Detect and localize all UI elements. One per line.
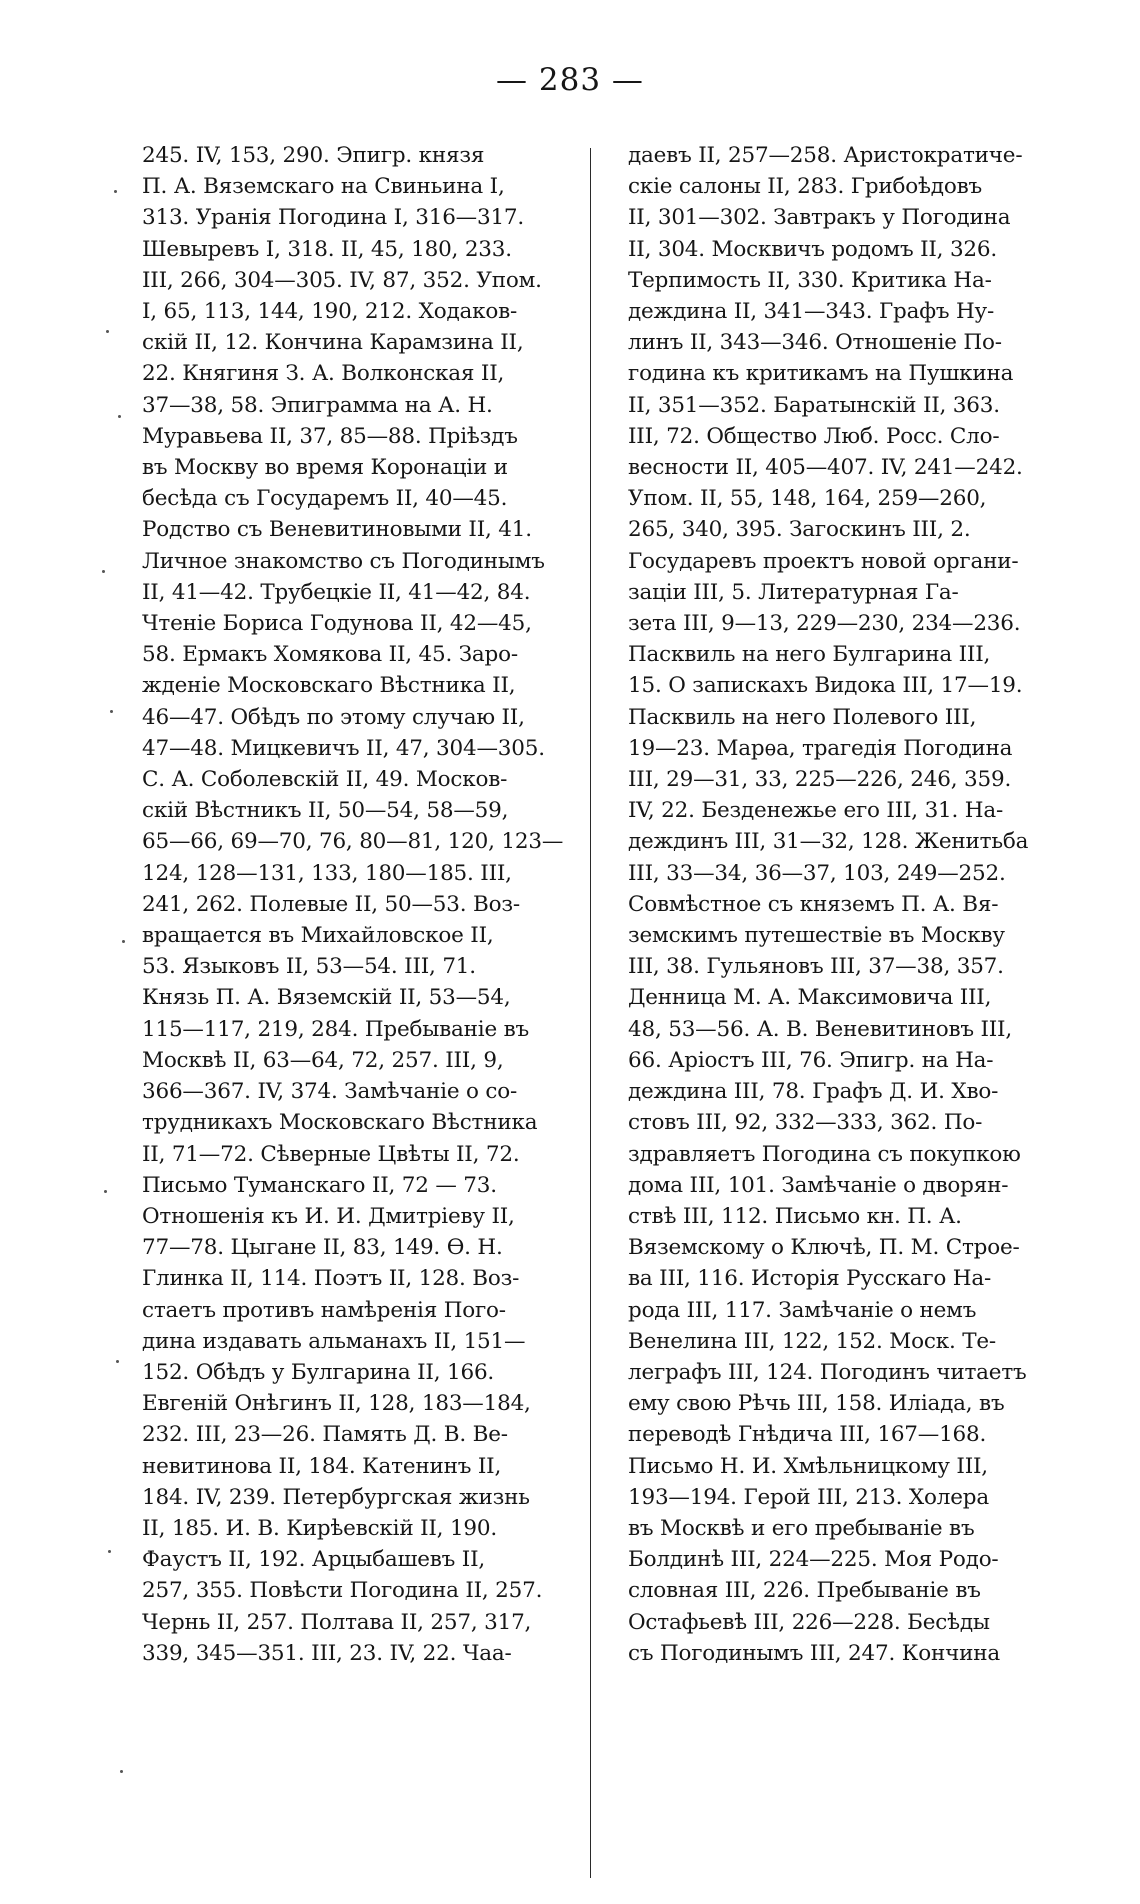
- index-line: Совмѣстное съ княземъ П. А. Вя-: [628, 891, 999, 917]
- index-line: словная III, 226. Пребываніе въ: [628, 1578, 981, 1604]
- index-line: Шевыревъ I, 318. II, 45, 180, 233.: [142, 236, 512, 262]
- index-line: деждина III, 78. Графъ Д. И. Хво-: [628, 1079, 999, 1105]
- index-line: весности II, 405—407. IV, 241—242.: [628, 455, 1023, 481]
- index-line: Вяземскому о Ключѣ, П. М. Строе-: [628, 1235, 1020, 1261]
- index-line: Письмо Н. И. Хмѣльницкому III,: [628, 1453, 988, 1479]
- index-line: Родство съ Веневитиновыми II, 41.: [142, 517, 532, 543]
- index-line: переводѣ Гнѣдича III, 167—168.: [628, 1422, 987, 1448]
- index-line: Остафьевѣ III, 226—228. Бесѣды: [628, 1609, 990, 1635]
- index-line: С. А. Соболевскій II, 49. Москов-: [142, 767, 508, 793]
- index-line: съ Погодинымъ III, 247. Кончина: [628, 1640, 1000, 1666]
- index-line: Глинка II, 114. Поэтъ II, 128. Воз-: [142, 1266, 520, 1292]
- index-line: Евгеній Онѣгинъ II, 128, 183—184,: [142, 1391, 531, 1417]
- index-line: Личное знакомство съ Погодинымъ: [142, 548, 545, 574]
- index-line: Венелина III, 122, 152. Моск. Те-: [628, 1328, 996, 1354]
- index-line: 65—66, 69—70, 76, 80—81, 120, 123—: [142, 829, 564, 855]
- index-line: 15. О запискахъ Видока III, 17—19.: [628, 673, 1023, 699]
- index-line: 22. Княгиня З. А. Волконская II,: [142, 361, 505, 387]
- index-line: въ Москву во время Коронаціи и: [142, 455, 508, 481]
- index-line: Муравьева II, 37, 85—88. Пріѣздъ: [142, 423, 518, 449]
- index-line: Государевъ проектъ новой органи-: [628, 548, 1019, 574]
- index-line: 245. IV, 153, 290. Эпигр. князя: [142, 143, 485, 168]
- page-number: — 283 —: [496, 62, 644, 98]
- index-line: 257, 355. Повѣсти Погодина II, 257.: [142, 1578, 543, 1604]
- index-line: скіе салоны II, 283. Грибоѣдовъ: [628, 174, 982, 200]
- index-line: 19—23. Марѳа, трагедія Погодина: [628, 735, 1013, 761]
- index-line: 58. Ермакъ Хомякова II, 45. Заро-: [142, 642, 518, 668]
- index-line: II, 304. Москвичъ родомъ II, 326.: [628, 236, 998, 262]
- index-line: Болдинѣ III, 224—225. Моя Родо-: [628, 1547, 999, 1573]
- index-line: III, 266, 304—305. IV, 87, 352. Упом.: [142, 267, 542, 293]
- index-column-left: [142, 140, 577, 1669]
- index-line: стовъ III, 92, 332—333, 362. По-: [628, 1110, 983, 1136]
- index-line: III, 38. Гульяновъ III, 37—38, 357.: [628, 954, 1004, 980]
- index-line: 339, 345—351. III, 23. IV, 22. Чаа-: [142, 1640, 512, 1666]
- margin-specks: [96, 150, 136, 1900]
- index-line: II, 351—352. Баратынскій II, 363.: [628, 392, 1000, 418]
- index-line: II, 185. И. В. Кирѣевскій II, 190.: [142, 1515, 498, 1541]
- index-line: жденіе Московскаго Вѣстника II,: [142, 673, 516, 699]
- index-line: III, 72. Общество Люб. Росс. Сло-: [628, 423, 1000, 449]
- index-line: земскимъ путешествіе въ Москву: [628, 923, 1005, 949]
- index-line: Пасквиль на него Булгарина III,: [628, 642, 991, 668]
- index-line: 47—48. Мицкевичъ II, 47, 304—305.: [142, 735, 545, 761]
- index-line: даевъ II, 257—258. Аристократиче-: [628, 143, 1023, 168]
- index-line: IV, 22. Безденежье его III, 31. На-: [628, 798, 1004, 824]
- column-divider: [590, 148, 591, 1878]
- index-line: 184. IV, 239. Петербургская жизнь: [142, 1484, 530, 1510]
- index-line: невитинова II, 184. Катенинъ II,: [142, 1453, 502, 1479]
- index-line: година къ критикамъ на Пушкина: [628, 361, 1014, 387]
- index-line: 313. Уранія Погодина I, 316—317.: [142, 205, 525, 231]
- index-line: 48, 53—56. А. В. Веневитиновъ III,: [628, 1016, 1012, 1042]
- index-line: Отношенія къ И. И. Дмитріеву II,: [142, 1203, 515, 1229]
- index-line: II, 71—72. Сѣверные Цвѣты II, 72.: [142, 1141, 520, 1167]
- index-line: дина издавать альманахъ II, 151—: [142, 1328, 526, 1354]
- index-line: 193—194. Герой III, 213. Холера: [628, 1484, 989, 1510]
- index-line: 265, 340, 395. Загоскинъ III, 2.: [628, 517, 971, 543]
- index-line: II, 41—42. Трубецкіе II, 41—42, 84.: [142, 579, 531, 605]
- index-line: ему свою Рѣчь III, 158. Иліада, въ: [628, 1391, 1005, 1417]
- index-line: рода III, 117. Замѣчаніе о немъ: [628, 1297, 977, 1323]
- index-line: въ Москвѣ и его пребываніе въ: [628, 1515, 975, 1541]
- index-line: стаетъ противъ намѣренія Пого-: [142, 1297, 506, 1323]
- index-line: II, 301—302. Завтракъ у Погодина: [628, 205, 1011, 231]
- index-line: деждинъ III, 31—32, 128. Женитьба: [628, 829, 1029, 855]
- index-line: Упом. II, 55, 148, 164, 259—260,: [628, 486, 987, 512]
- index-line: Терпимость II, 330. Критика На-: [628, 267, 992, 293]
- index-line: трудникахъ Московскаго Вѣстника: [142, 1110, 538, 1136]
- index-line: Фаустъ II, 192. Арцыбашевъ II,: [142, 1547, 486, 1573]
- index-line: I, 65, 113, 144, 190, 212. Ходаков-: [142, 299, 518, 325]
- index-line: бесѣда съ Государемъ II, 40—45.: [142, 486, 508, 512]
- index-line: ва III, 116. Исторія Русскаго На-: [628, 1266, 992, 1292]
- index-line: здравляетъ Погодина съ покупкою: [628, 1141, 1021, 1167]
- index-line: скій Вѣстникъ II, 50—54, 58—59,: [142, 798, 509, 824]
- index-line: деждина II, 341—343. Графъ Ну-: [628, 299, 995, 325]
- index-line: 37—38, 58. Эпиграмма на А. Н.: [142, 392, 493, 418]
- index-line: вращается въ Михайловское II,: [142, 923, 494, 949]
- index-line: III, 33—34, 36—37, 103, 249—252.: [628, 860, 1006, 886]
- index-line: 124, 128—131, 133, 180—185. III,: [142, 860, 512, 886]
- index-line: Письмо Туманскаго II, 72 — 73.: [142, 1172, 497, 1198]
- index-line: Пасквиль на него Полевого III,: [628, 704, 977, 730]
- index-line: 152. Обѣдъ у Булгарина II, 166.: [142, 1359, 495, 1385]
- index-line: Князь П. А. Вяземскій II, 53—54,: [142, 985, 511, 1011]
- index-line: 77—78. Цыгане II, 83, 149. Ѳ. Н.: [142, 1235, 503, 1261]
- index-line: Москвѣ II, 63—64, 72, 257. III, 9,: [142, 1047, 504, 1073]
- index-line: 241, 262. Полевые II, 50—53. Воз-: [142, 891, 520, 917]
- index-line: скій II, 12. Кончина Карамзина II,: [142, 330, 524, 356]
- index-line: П. А. Вяземскаго на Свиньина I,: [142, 174, 505, 200]
- index-line: 46—47. Обѣдъ по этому случаю II,: [142, 704, 525, 730]
- index-line: зета III, 9—13, 229—230, 234—236.: [628, 611, 1021, 637]
- index-line: 232. III, 23—26. Память Д. В. Ве-: [142, 1422, 508, 1448]
- index-line: Денница М. А. Максимовича III,: [628, 985, 992, 1011]
- index-line: 115—117, 219, 284. Пребываніе въ: [142, 1016, 530, 1042]
- index-line: линъ II, 343—346. Отношеніе По-: [628, 330, 1002, 356]
- index-line: Чтеніе Бориса Годунова II, 42—45,: [142, 611, 532, 637]
- index-line: ствѣ III, 112. Письмо кн. П. А.: [628, 1203, 962, 1229]
- index-line: 366—367. IV, 374. Замѣчаніе о со-: [142, 1079, 518, 1105]
- index-line: заціи III, 5. Литературная Га-: [628, 579, 959, 605]
- index-line: дома III, 101. Замѣчаніе о дворян-: [628, 1172, 1009, 1198]
- index-line: 53. Языковъ II, 53—54. III, 71.: [142, 954, 476, 980]
- index-line: III, 29—31, 33, 225—226, 246, 359.: [628, 767, 1012, 793]
- index-column-right: [628, 140, 1063, 1669]
- index-line: Чернь II, 257. Полтава II, 257, 317,: [142, 1609, 532, 1635]
- index-line: 66. Аріостъ III, 76. Эпигр. на На-: [628, 1047, 994, 1073]
- index-line: леграфъ III, 124. Погодинъ читаетъ: [628, 1359, 1027, 1385]
